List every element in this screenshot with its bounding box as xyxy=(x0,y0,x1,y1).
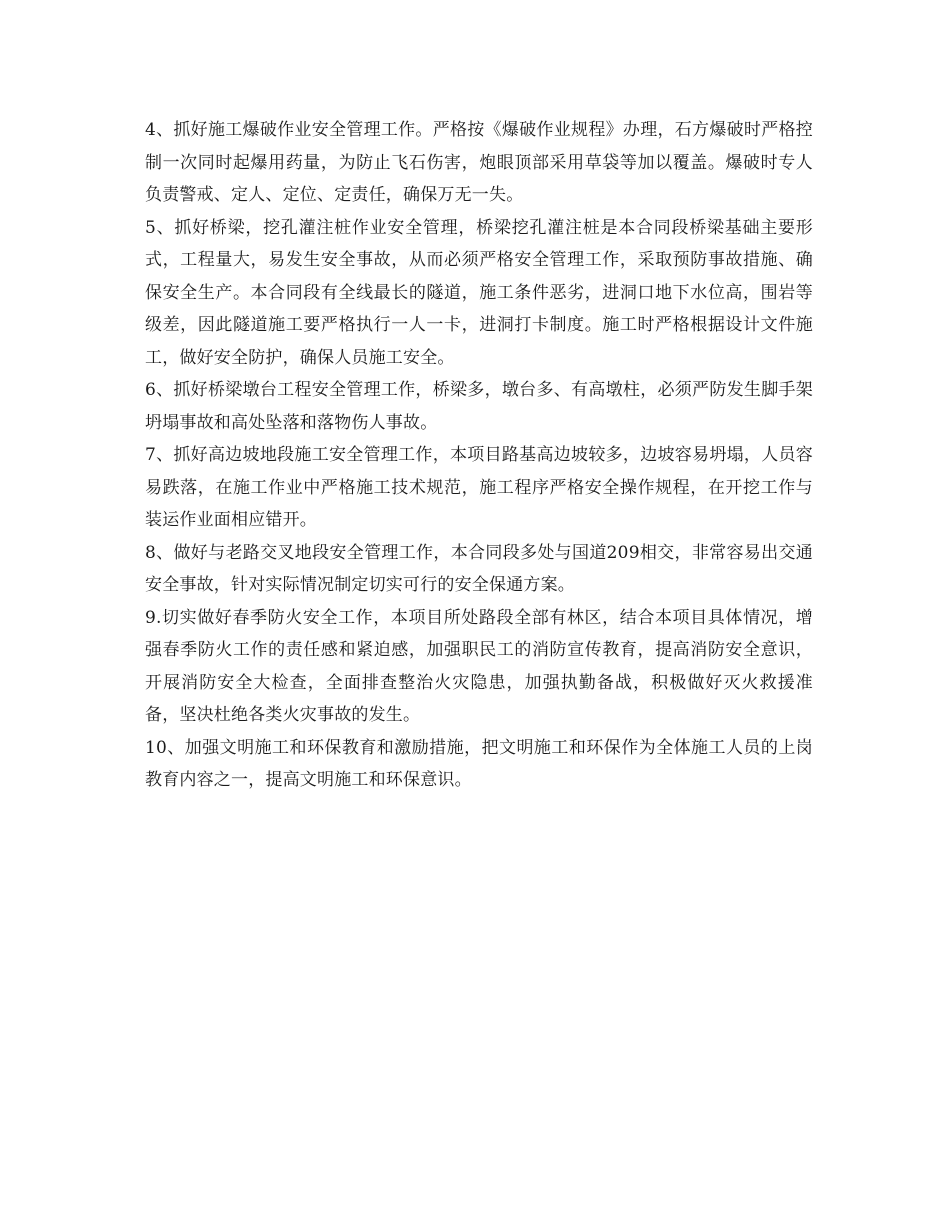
paragraph-item-4: 4、抓好施工爆破作业安全管理工作。严格按《爆破作业规程》办理，石方爆破时严格控制一次同时起爆用药量，为防止飞石伤害，炮眼顶部采用草袋等加以覆盖。爆破时专人负责警戒、定人、定位、定责任，确保万无一失。 xyxy=(145,120,813,205)
paragraph-item-7: 7、抓好高边坡地段施工安全管理工作，本项目路基高边坡较多，边坡容易坍塌，人员容易跌落，在施工作业中严格施工技术规范，施工程序严格安全操作规程，在开挖工作与装运作业面相应错开。 xyxy=(145,445,813,530)
paragraph-item-6: 6、抓好桥梁墩台工程安全管理工作，桥梁多，墩台多、有高墩柱，必须严防发生脚手架坍塌事故和高处坠落和落物伤人事故。 xyxy=(145,380,813,433)
paragraph-item-5: 5、抓好桥梁，挖孔灌注桩作业安全管理，桥梁挖孔灌注桩是本合同段桥梁基础主要形式，工程量大，易发生安全事故，从而必须严格安全管理工作，采取预防事故措施、确保安全生产。本合同段有全线最长的隧道，施工条件恶劣，进洞口地下水位高，围岩等级差，因此隧道施工要严格执行一人一卡，进洞打卡制度。施工时严格根据设计文件施工，做好安全防护，确保人员施工安全。 xyxy=(145,217,813,368)
paragraph-item-9: 9.切实做好春季防火安全工作，本项目所处路段全部有林区，结合本项目具体情况，增强春季防火工作的责任感和紧迫感，加强职民工的消防宣传教育，提高消防安全意识，开展消防安全大检查，全面排查整治火灾隐患，加强执勤备战，积极做好灭火救援准备，坚决杜绝各类火灾事故的发生。 xyxy=(145,607,813,725)
paragraph-item-8: 8、做好与老路交叉地段安全管理工作，本合同段多处与国道209相交，非常容易出交通安全事故，针对实际情况制定切实可行的安全保通方案。 xyxy=(145,542,813,595)
paragraph-item-10: 10、加强文明施工和环保教育和激励措施，把文明施工和环保作为全体施工人员的上岗教育内容之一，提高文明施工和环保意识。 xyxy=(145,737,813,790)
document-body xyxy=(145,114,813,797)
